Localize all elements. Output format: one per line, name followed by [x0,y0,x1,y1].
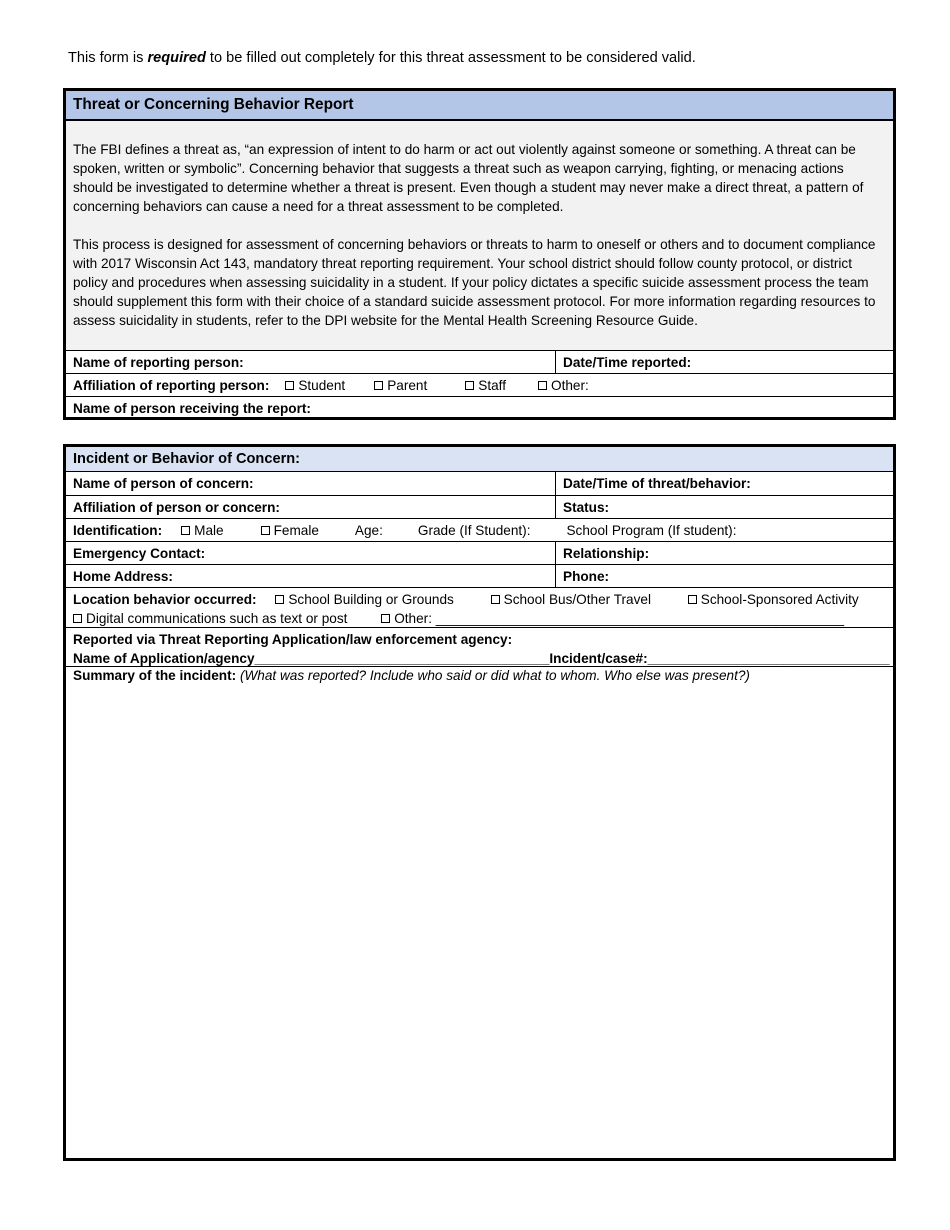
incident-title: Incident or Behavior of Concern: [66,447,893,472]
phone-field[interactable]: Phone: [563,568,610,584]
checkbox-icon [374,381,383,390]
checkbox-icon [181,526,190,535]
threat-report-section [63,88,896,420]
home-address-field[interactable]: Home Address: [66,565,556,587]
threat-description [66,121,893,350]
application-agency-field[interactable]: Name of Application/agency_______________________________________Incident/case#:________________________________ [73,651,890,666]
checkbox-icon [285,381,294,390]
threat-report-title: Threat or Concerning Behavior Report [66,91,893,121]
checkbox-icon [465,381,474,390]
status-field[interactable]: Status: [563,499,610,515]
reporting-person-field[interactable]: Name of reporting person: [66,351,556,373]
female-checkbox[interactable]: Female [261,523,319,538]
affiliation-other-checkbox[interactable]: Other: [538,378,589,393]
affiliation-concern-field[interactable]: Affiliation of person or concern: [66,496,556,518]
fbi-definition-paragraph: The FBI defines a threat as, “an expression of intent to do harm or act out violently against someone or something. A threat can be spoken, written or symbolic”. Concerning behavior that suggests a threat such as weapon carrying, fighting, or menacing actions should be investigated to determine whether a threat is present. Even though a student may never make a direct threat, a pattern of concerning behaviors can cause a need for a threat assessment to be completed. [73,142,864,214]
summary-field[interactable] [66,666,893,684]
incident-section [63,444,896,1161]
checkbox-icon [381,614,390,623]
school-program-field[interactable]: School Program (If student): [566,522,737,538]
relationship-field[interactable]: Relationship: [563,545,650,561]
age-field[interactable]: Age: [354,522,383,538]
affiliation-parent-checkbox[interactable]: Parent [374,378,427,393]
checkbox-icon [275,595,284,604]
location-bus-checkbox[interactable]: School Bus/Other Travel [491,590,651,609]
threat-datetime-field[interactable]: Date/Time of threat/behavior: [563,476,751,491]
location-other-checkbox[interactable]: Other: ______________________________________________________ [381,609,844,628]
required-emphasis: required [147,50,206,66]
emergency-contact-field[interactable]: Emergency Contact: [66,542,556,564]
affiliation-reporting-row [66,374,893,396]
identification-label: Identification: [73,522,163,538]
location-building-checkbox[interactable]: School Building or Grounds [275,590,454,609]
location-activity-checkbox[interactable]: School-Sponsored Activity [688,590,859,609]
location-digital-checkbox[interactable]: Digital communications such as text or post [73,609,347,628]
checkbox-icon [688,595,697,604]
reported-via-row [66,627,893,666]
male-checkbox[interactable]: Male [181,523,223,538]
location-row [66,587,893,627]
person-of-concern-field[interactable]: Name of person of concern: [66,472,556,495]
reported-via-label: Reported via Threat Reporting Application/law enforcement agency: [73,632,513,647]
identification-row [66,519,893,541]
affiliation-student-checkbox[interactable]: Student [285,378,345,393]
checkbox-icon [73,614,82,623]
checkbox-icon [491,595,500,604]
summary-hint: (What was reported? Include who said or did what to whom. Who else was present?) [239,668,750,683]
affiliation-reporting-label: Affiliation of reporting person: [73,377,270,393]
date-reported-field[interactable]: Date/Time reported: [563,354,692,370]
process-paragraph: This process is designed for assessment of concerning behaviors or threats to harm to oneself or others and to document compliance with 2017 Wisconsin Act 143, mandatory threat reporting requirement. Your school district should follow county protocol, or district policy and procedures when assessing suicidality in a student. If your policy dictates a specific suicide assessment process the team should supplement this form with their choice of a standard suicide assessment protocol. For more information regarding resources to assess suicidality in students, refer to the DPI website for the Mental Health Screening Resource Guide. [73,237,876,328]
affiliation-staff-checkbox[interactable]: Staff [465,378,506,393]
summary-label: Summary of the incident: [73,668,237,683]
checkbox-icon [261,526,270,535]
checkbox-icon [538,381,547,390]
grade-field[interactable]: Grade (If Student): [417,522,531,538]
intro-text: This form is required to be filled out completely for this threat assessment to be considered valid. [68,50,696,66]
location-label: Location behavior occurred: [73,592,257,607]
receiving-person-field[interactable]: Name of person receiving the report: [73,400,311,416]
